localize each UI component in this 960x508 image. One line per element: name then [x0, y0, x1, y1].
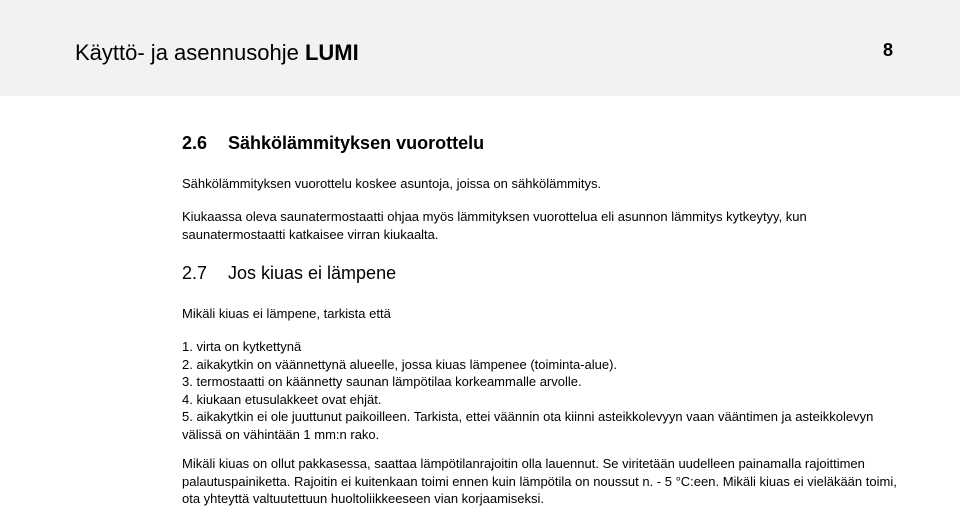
- section-heading-2-7: [182, 261, 396, 285]
- section-heading-2-6: [182, 131, 484, 155]
- checklist-item: 2. aikakytkin on väännettynä alueelle, jossa kiuas lämpenee (toiminta-alue).: [182, 356, 618, 372]
- checklist-item: 5. aikakytkin ei ole juuttunut paikoilleen. Tarkista, ettei väännin ota kiinni asteikkolevyyn vaan vääntimen ja asteikkolevyn välissä on vähintään 1 mm:n rako.: [182, 409, 874, 442]
- checklist: [182, 338, 902, 443]
- checklist-item: 3. termostaatti on käännetty saunan lämpötilaa korkeammalle arvolle.: [182, 374, 582, 389]
- document-title: [75, 38, 359, 68]
- page-number: 8: [882, 40, 893, 60]
- section-title: Jos kiuas ei lämpene: [228, 263, 397, 283]
- section-2-7-intro: Mikäli kiuas ei lämpene, tarkista että: [182, 306, 391, 321]
- checklist-item: 1. virta on kytkettynä: [182, 339, 302, 354]
- checklist-item: 4. kiukaan etusulakkeet ovat ehjät.: [182, 391, 382, 407]
- section-2-6-paragraph-1: Sähkölämmityksen vuorottelu koskee asuntoja, joissa on sähkölämmitys.: [182, 176, 602, 191]
- section-number: 2.6: [182, 133, 208, 153]
- section-number: 2.7: [182, 263, 208, 283]
- section-2-7-closing: Mikäli kiuas on ollut pakkasessa, saattaa lämpötilanrajoitin olla lauennut. Se viritetään uudelleen painamalla rajoittimen palautuspainiketta. Rajoitin ei kuitenkaan toimi ennen kuin lämpötila on noussut n. - 5 °C:een. Mikäli kiuas ei vieläkään toimi, ota yhteyttä valtuutettuun huoltoliikkeeseen vian korjaamiseksi.: [182, 456, 897, 506]
- section-2-6-paragraph-2: Kiukaassa oleva saunatermostaatti ohjaa myös lämmityksen vuorottelua eli asunnon lämmitys kytkeytyy, kun saunatermostaatti katkaisee virran kiukaalta.: [182, 209, 807, 242]
- document-title-product: LUMI: [304, 40, 359, 65]
- section-title: Sähkölämmityksen vuorottelu: [228, 133, 485, 153]
- document-title-prefix: Käyttö- ja asennusohje: [75, 40, 305, 65]
